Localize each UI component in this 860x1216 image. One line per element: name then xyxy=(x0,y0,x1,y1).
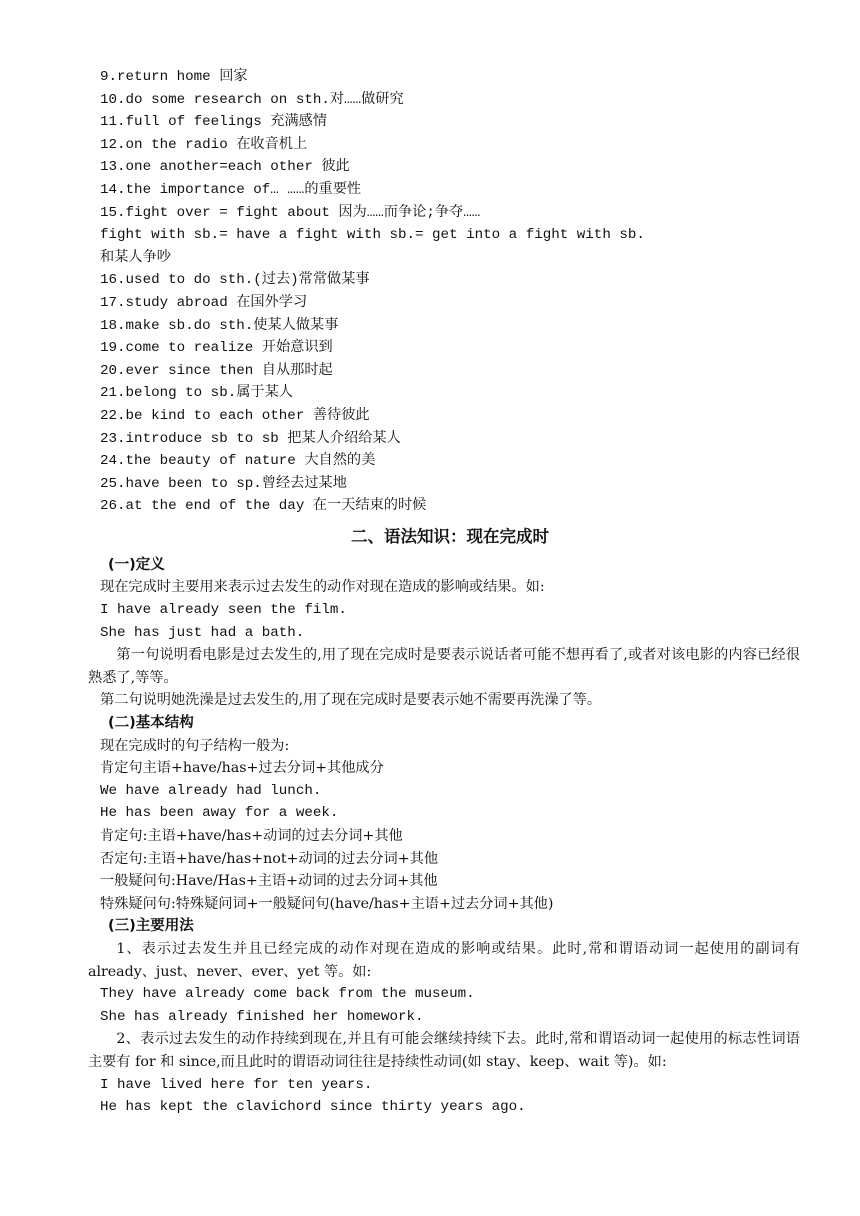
list-item: 23.introduce sb to sb 把某人介绍给某人 xyxy=(100,430,401,447)
subsection-title: (一)定义 xyxy=(108,556,165,573)
list-item: 16.used to do sth.(过去)常常做某事 xyxy=(100,272,370,289)
paragraph: 现在完成时主要用来表示过去发生的动作对现在造成的影响或结果。如: xyxy=(100,579,545,596)
list-item: 10.do some research on sth.对……做研究 xyxy=(100,91,404,108)
structure-line: 肯定句:主语+have/has+动词的过去分词+其他 xyxy=(100,828,403,844)
section-heading: 二、语法知识：现在完成时 xyxy=(351,526,549,546)
structure-line: 一般疑问句:Have/Has+主语+动词的过去分词+其他 xyxy=(100,873,438,890)
list-item: 25.have been to sp.曾经去过某地 xyxy=(100,475,347,492)
paragraph: 第二句说明她洗澡是过去发生的,用了现在完成时是要表示她不需要再洗澡了等。 xyxy=(100,692,602,709)
list-item: 15.fight over = fight about 因为……而争论;争夺…… xyxy=(100,204,481,221)
list-item: 21.belong to sb.属于某人 xyxy=(100,385,293,402)
example-sentence: They have already come back from the museum. xyxy=(100,986,475,1003)
list-item: 14.the importance of… ……的重要性 xyxy=(100,181,362,198)
list-item: 19.come to realize 开始意识到 xyxy=(100,340,333,357)
list-item: 13.one another=each other 彼此 xyxy=(100,159,350,176)
list-item: 9.return home 回家 xyxy=(100,69,248,85)
structure-line: 否定句:主语+have/has+not+动词的过去分词+其他 xyxy=(100,850,439,867)
example-sentence: He has kept the clavichord since thirty years ago. xyxy=(100,1099,526,1116)
structure-line: 特殊疑问句:特殊疑问词+一般疑问句(have/has+主语+过去分词+其他) xyxy=(100,895,554,912)
list-item: 18.make sb.do sth.使某人做某事 xyxy=(100,317,339,334)
example-sentence: She has just had a bath. xyxy=(100,624,305,641)
paragraph: 肯定句主语+have/has+过去分词+其他成分 xyxy=(100,760,384,777)
list-item: 17.study abroad 在国外学习 xyxy=(100,294,308,311)
example-sentence: He has been away for a week. xyxy=(100,805,339,822)
list-item: 24.the beauty of nature 大自然的美 xyxy=(100,453,376,470)
paragraph: 1、表示过去发生并且已经完成的动作对现在造成的影响或结果。此时,常和谓语动词一起使用的副词有 already、just、never、ever、yet 等。如: xyxy=(88,940,800,980)
list-item: 11.full of feelings 充满感情 xyxy=(100,114,328,131)
example-sentence: She has already finished her homework. xyxy=(100,1008,424,1025)
paragraph: 第一句说明看电影是过去发生的,用了现在完成时是要表示说话者可能不想再看了,或者对该电影的内容已经很熟悉了,等等。 xyxy=(88,647,800,686)
list-item: 22.be kind to each other 善待彼此 xyxy=(100,407,370,424)
subsection-title: (三)主要用法 xyxy=(108,918,194,935)
paragraph: 现在完成时的句子结构一般为: xyxy=(100,737,290,754)
list-item: 20.ever since then 自从那时起 xyxy=(100,362,333,379)
list-item: 12.on the radio 在收音机上 xyxy=(100,136,308,153)
example-sentence: I have already seen the film. xyxy=(100,602,347,619)
phrase-list xyxy=(100,66,800,518)
list-item: 26.at the end of the day 在一天结束的时候 xyxy=(100,498,427,515)
list-item: fight with sb.= have a fight with sb.= get into a fight with sb. xyxy=(100,227,645,244)
example-sentence: We have already had lunch. xyxy=(100,782,322,799)
list-item: 和某人争吵 xyxy=(100,249,171,266)
subsection-title: (二)基本结构 xyxy=(108,715,194,732)
document-page xyxy=(88,66,800,1119)
example-sentence: I have lived here for ten years. xyxy=(100,1076,373,1093)
paragraph: 2、表示过去发生的动作持续到现在,并且有可能会继续持续下去。此时,常和谓语动词一起使用的标志性词语主要有 for 和 since,而且此时的谓语动词往往是持续性动词(如 stay、keep、wait 等)。如: xyxy=(88,1031,800,1070)
